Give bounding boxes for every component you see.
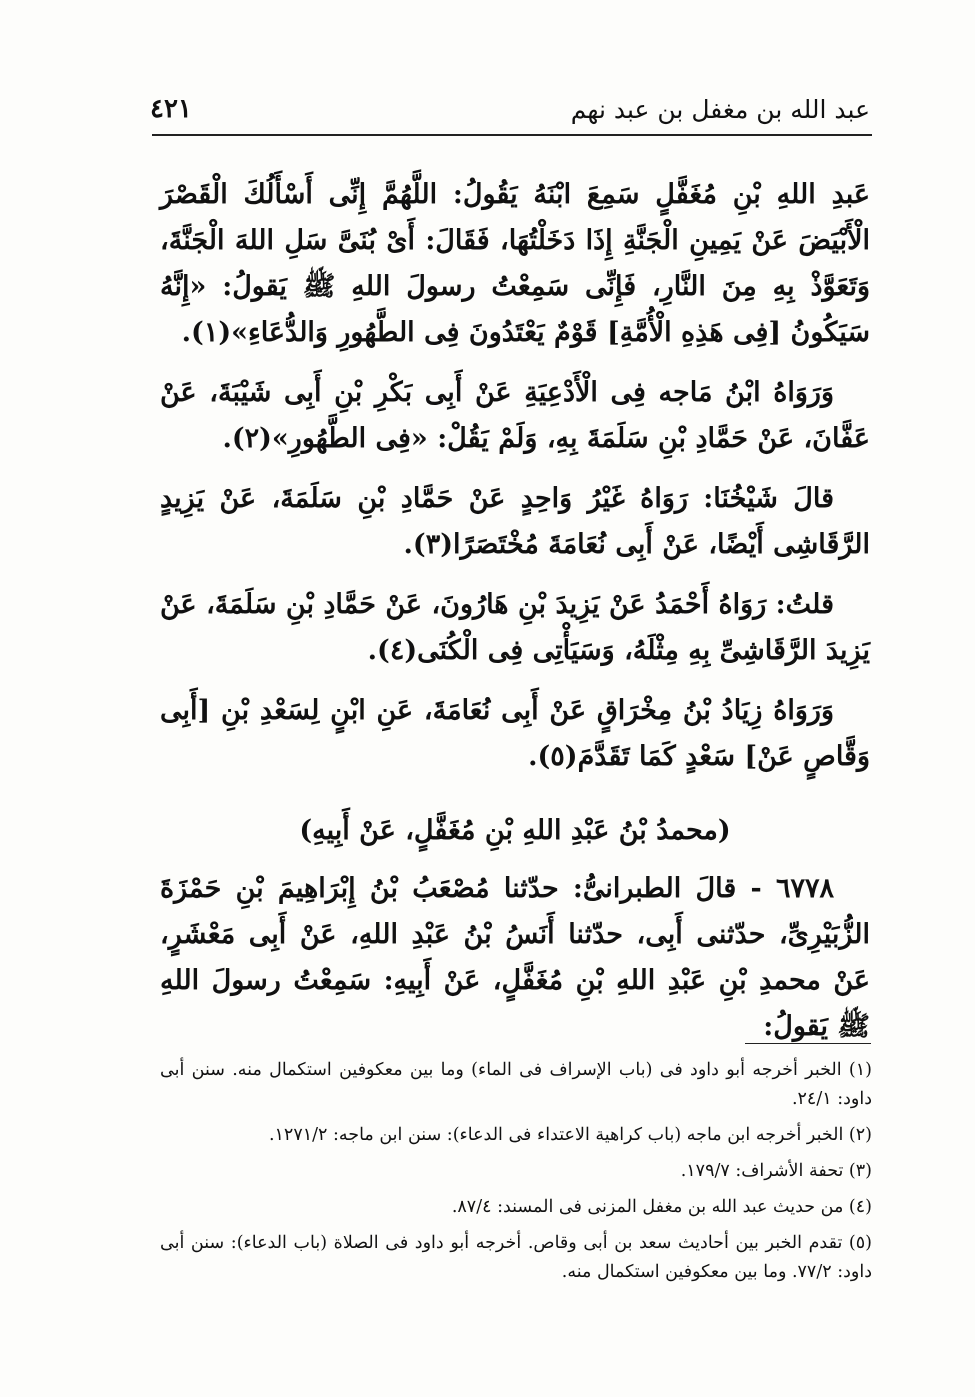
- page-number: ٤٢١: [150, 94, 192, 124]
- header-title: عبد الله بن مغفل بن عبد نهم: [570, 94, 870, 124]
- running-header: [150, 92, 870, 126]
- main-text: [160, 172, 870, 1064]
- footnote: (٢) الخبر أخرجه ابن ماجه (باب كراهية الاعتداء فى الدعاء): سنن ابن ماجه: ١٢٧١/٢.: [268, 1125, 872, 1145]
- header-rule: [152, 134, 872, 136]
- footnote: (٣) تحفة الأشراف: ١٧٩/٧.: [680, 1161, 872, 1181]
- footnote: (٤) من حديث عبد الله بن مغفل المزنى فى المسند: ٨٧/٤.: [451, 1197, 872, 1217]
- footnotes: [160, 1056, 872, 1294]
- paragraph: عَبدِ اللهِ بْنِ مُغَفَّلٍ سَمِعَ ابْنَهُ يَقُولُ: اللَّهُمَّ إِنِّى أَسْأَلُكَ الْقَصْرَ الْأَبْيَضَ عَنْ يَمِينِ الْجَنَّةِ إِذَا دَخَلْتُهَا، فَقَالَ: أَىْ بُنَىَّ سَلِ اللهَ الْجَنَّةَ، وَتَعَوَّذْ بِهِ مِنَ النَّارِ، فَإِنِّى سَمِعْتُ رسولَ اللهِ ﷺ يَقولُ: «إِنَّهُ سَيَكُونُ [فِى هَذِهِ الْأُمَّةِ] قَوْمٌ يَعْتَدُونَ فِى الطَّهُورِ وَالدُّعَاءِ»(١).: [160, 179, 870, 348]
- paragraph: قلتُ: رَوَاهُ أَحْمَدُ عَنْ يَزِيدَ بْنِ هَارُونَ، عَنْ حَمَّادِ بْنِ سَلَمَةَ، عَنْ يَزِيدَ الرَّقَاشِىِّ بِهِ مِثْلَهُ، وَسَيَأْتِى فِى الْكُنَى(٤).: [160, 589, 870, 666]
- paragraph: وَرَوَاهُ زِيَادُ بْنُ مِخْرَاقٍ عَنْ أَبِى نُعَامَةَ، عَنِ ابْنٍ لِسَعْدِ بْنِ [أَبِى وَقَّاصٍ عَنْ] سَعْدٍ كَمَا تَقَدَّمَ(٥).: [160, 695, 870, 772]
- paragraph: قالَ شَيْخُنَا: رَوَاهُ غَيْرُ وَاحِدٍ عَنْ حَمَّادِ بْنِ سَلَمَةَ، عَنْ يَزِيدٍ الرَّقَاشِى أَيْضًا، عَنْ أَبِى نُعَامَةَ مُخْتَصَرًا(٣).: [160, 483, 870, 560]
- footnote: (٥) تقدم الخبر بين أحاديث سعد بن أبى وقاص. أخرجه أبو داود فى الصلاة (باب الدعاء): سنن أبى داود: ٧٧/٢. وما بين معكوفين استكمال منه.: [160, 1233, 872, 1282]
- footnote: (١) الخبر أخرجه أبو داود فى (باب الإسراف فى الماء) وما بين معكوفين استكمال منه. سنن أبى داود: ٢٤/١.: [160, 1060, 872, 1109]
- footnote-rule: [745, 1043, 871, 1044]
- hadith-paragraph: ٦٧٧٨ - قالَ الطبرانىُّ: حدّثنا مُصْعَبُ بْنُ إِبْرَاهِيمَ بْنِ حَمْزَةَ الزُّبَيْرِىِّ، حدّثنى أَبِى، حدّثنا أَنَسُ بْنُ عَبْدِ اللهِ، عَنْ أَبِى مَعْشَرٍ، عَنْ محمدِ بْنِ عَبْدِ اللهِ بْنِ مُغَفَّلٍ، عَنْ أَبِيهِ: سَمِعْتُ رسولَ اللهِ ﷺ يَقولُ:: [160, 873, 870, 1042]
- paragraph: وَرَوَاهُ ابْنُ مَاجه فِى الْأَدْعِيَةِ عَنْ أَبِى بَكْرِ بْنِ أَبِى شَيْبَةَ، عَنْ عَفَّانَ، عَنْ حَمَّادِ بْنِ سَلَمَةَ بِهِ، وَلَمْ يَقُلْ: «فِى الطَّهُورِ»(٢).: [160, 377, 870, 454]
- chapter-heading: (محمدُ بْنُ عَبْدِ اللهِ بْنِ مُغَفَّلٍ، عَنْ أَبِيهِ): [299, 815, 731, 846]
